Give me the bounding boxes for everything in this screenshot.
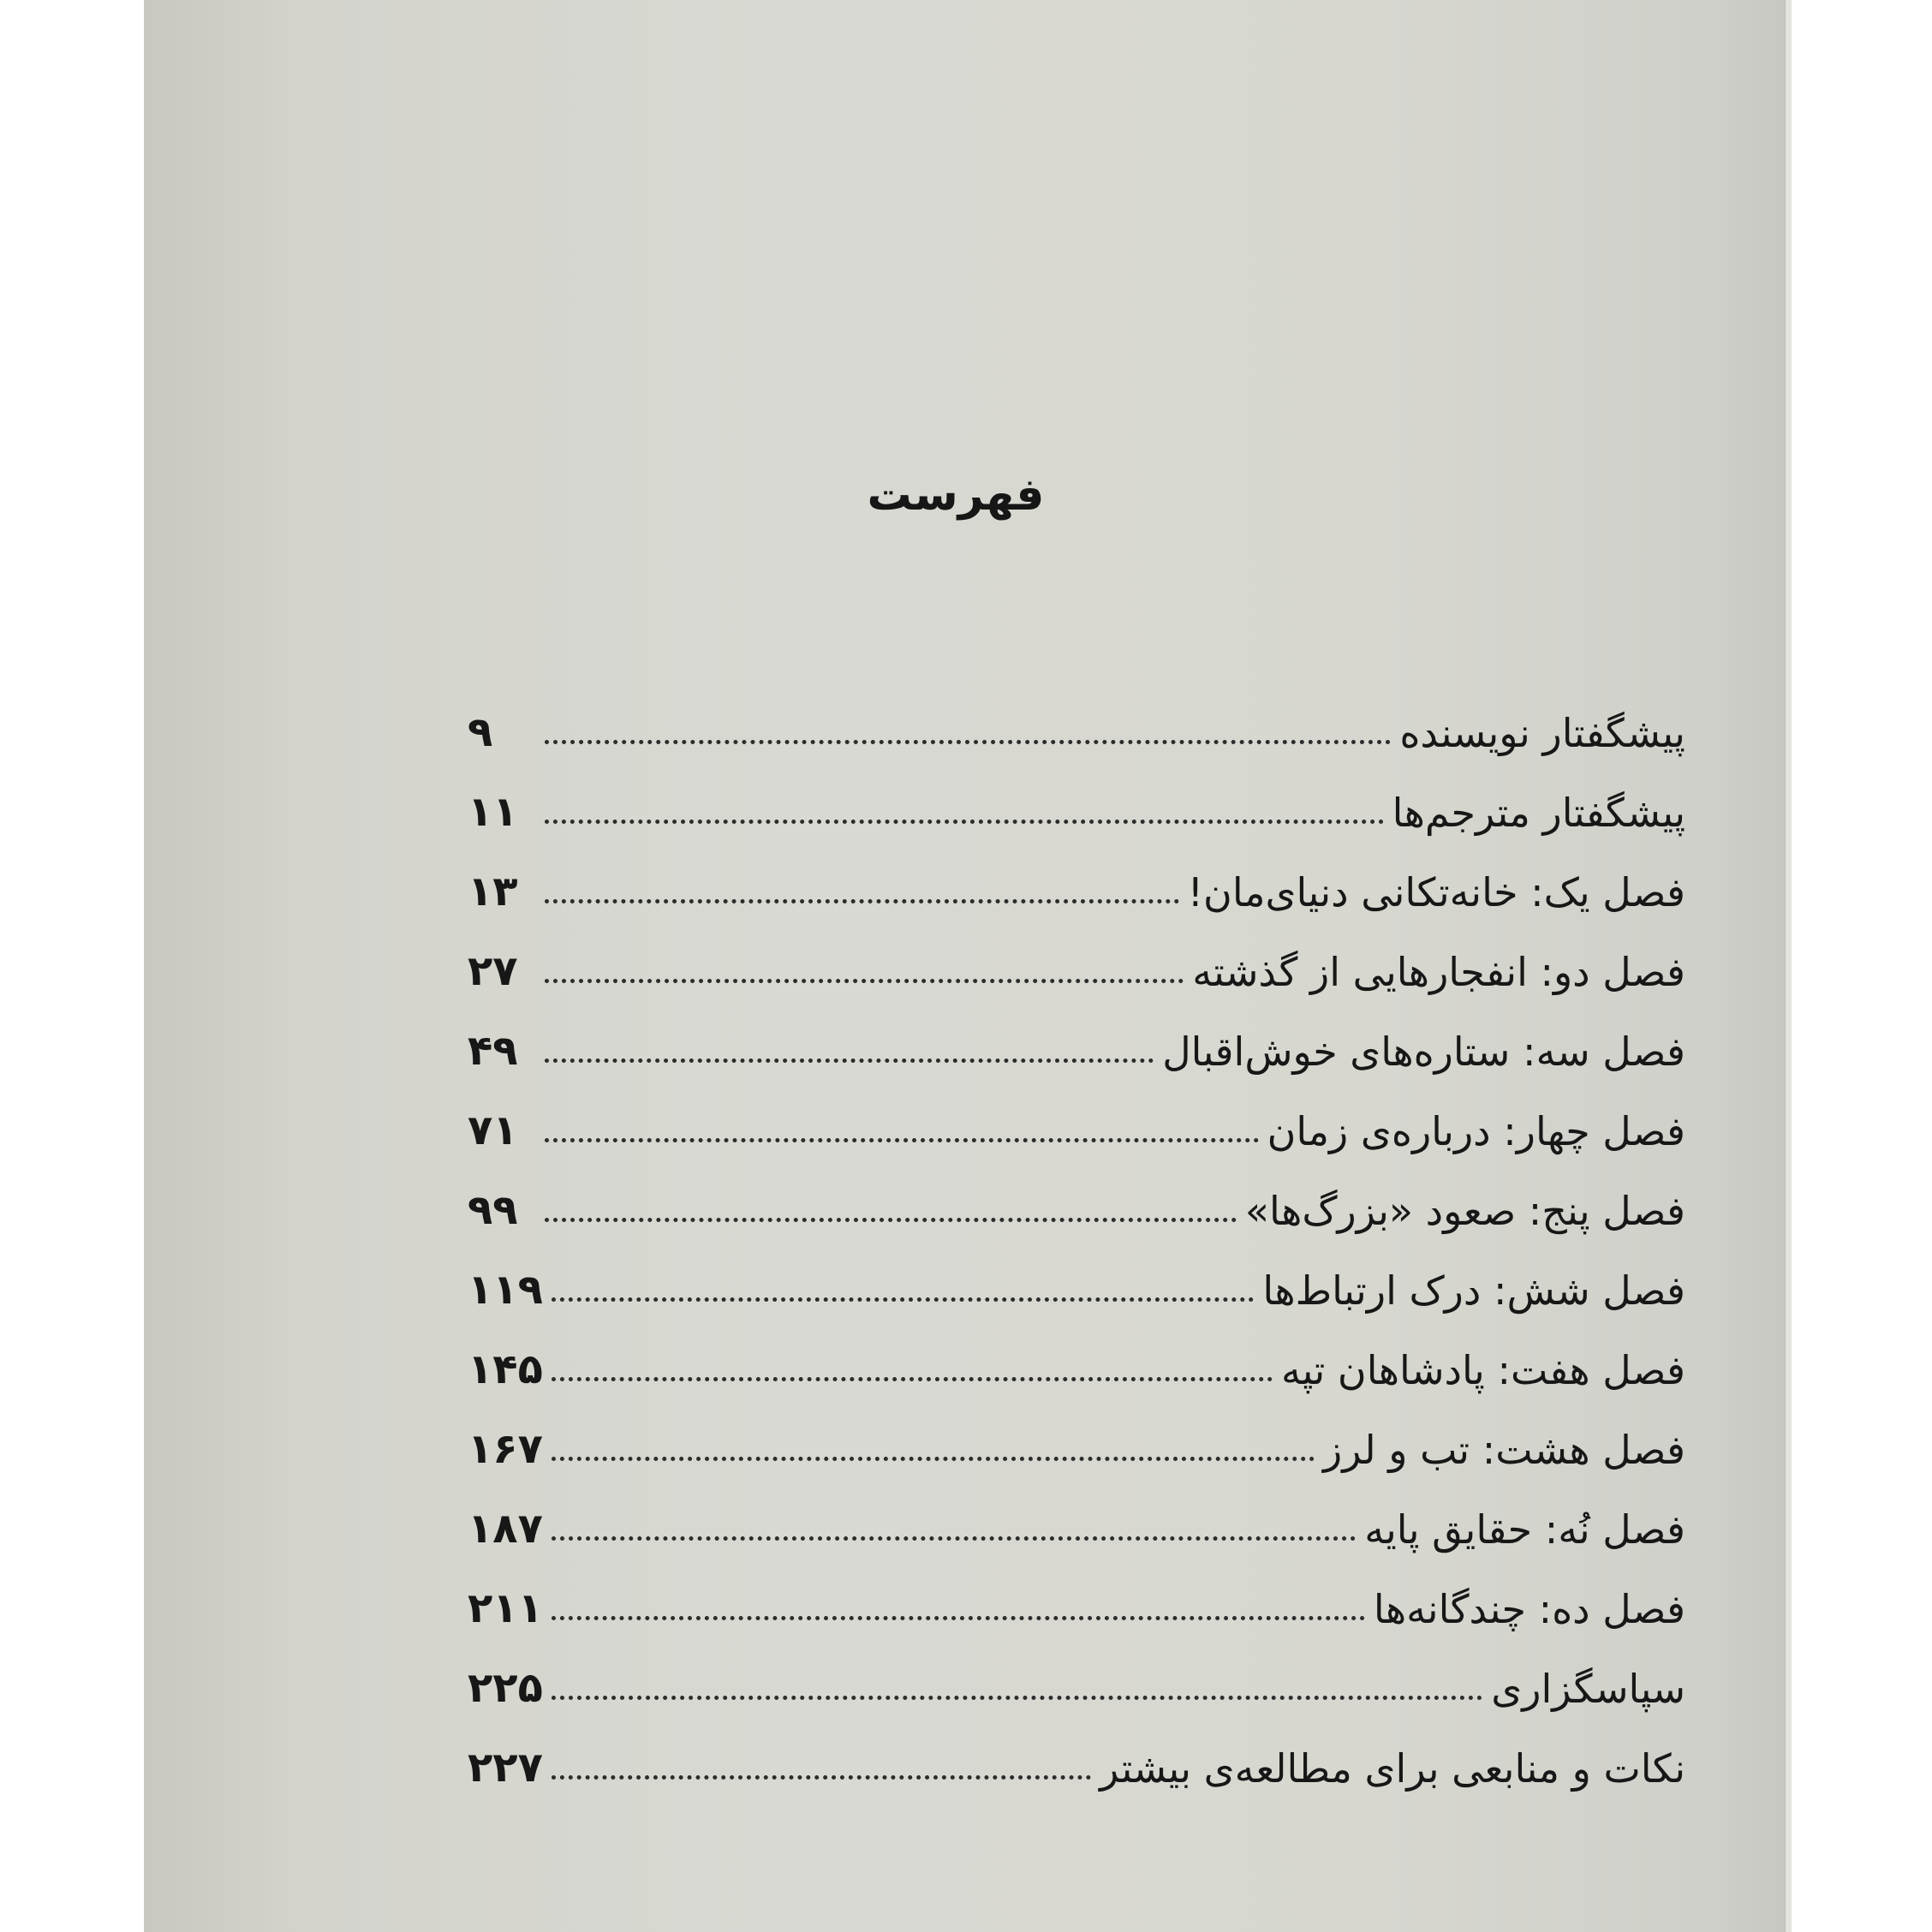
toc-entry-page-number: ۹ bbox=[468, 708, 493, 756]
toc-entry-page-number: ۱۴۵ bbox=[468, 1345, 543, 1393]
toc-entry-page-number: ۱۸۷ bbox=[468, 1505, 543, 1553]
toc-entry bbox=[468, 915, 1685, 995]
toc-entry bbox=[468, 995, 1685, 1075]
toc-entry bbox=[468, 1234, 1685, 1314]
toc-entry bbox=[468, 1712, 1685, 1792]
toc-entry bbox=[468, 1632, 1685, 1712]
dot-leader bbox=[552, 1536, 1356, 1541]
toc-entry-label: فصل هفت: پادشاهان تپه bbox=[1280, 1347, 1685, 1393]
toc-entry-page-number: ۷۱ bbox=[468, 1106, 518, 1154]
dot-leader bbox=[545, 979, 1184, 983]
toc-entry-label: فصل دو: انفجارهایی از گذشته bbox=[1192, 949, 1685, 995]
toc-entry bbox=[468, 677, 1685, 756]
toc-entry-label: فصل ده: چندگانه‌ها bbox=[1373, 1586, 1685, 1632]
toc-entry bbox=[468, 1075, 1685, 1154]
toc-entry-page-number: ۲۷ bbox=[468, 947, 518, 995]
toc-entry-label: فصل نُه: حقایق پایه bbox=[1364, 1506, 1685, 1553]
toc-entry-label: فصل یک: خانه‌تکانی دنیای‌مان! bbox=[1187, 869, 1685, 915]
toc-entry-label: فصل پنج: صعود «بزرگ‌ها» bbox=[1244, 1188, 1685, 1234]
dot-leader bbox=[545, 1058, 1154, 1063]
toc-entry-page-number: ۹۹ bbox=[468, 1186, 518, 1234]
toc-entry bbox=[468, 1473, 1685, 1553]
dot-leader bbox=[552, 1616, 1365, 1620]
dot-leader bbox=[552, 1457, 1315, 1461]
dot-leader bbox=[545, 820, 1384, 824]
toc-entry-page-number: ۴۹ bbox=[468, 1027, 518, 1075]
toc-entry-page-number: ۱۶۷ bbox=[468, 1425, 543, 1473]
dot-leader bbox=[552, 1377, 1273, 1381]
toc-entry-label: فصل چهار: درباره‌ی زمان bbox=[1267, 1108, 1685, 1154]
toc-entry-label: پیشگفتار نویسنده bbox=[1399, 710, 1685, 756]
adjacent-page-edge bbox=[1784, 0, 1792, 1932]
dot-leader bbox=[545, 1218, 1237, 1222]
toc-entry bbox=[468, 836, 1685, 915]
dot-leader bbox=[552, 1297, 1254, 1302]
dot-leader bbox=[552, 1775, 1091, 1780]
toc-entry-label: فصل سه: ستاره‌های خوش‌اقبال bbox=[1162, 1029, 1685, 1075]
toc-entry-page-number: ۲۱۱ bbox=[468, 1584, 543, 1632]
dot-leader bbox=[545, 899, 1179, 903]
toc-entry bbox=[468, 1154, 1685, 1234]
toc-entry bbox=[468, 1393, 1685, 1473]
toc-entry-label: نکات و منابعی برای مطالعه‌ی بیشتر bbox=[1100, 1745, 1685, 1792]
book-page bbox=[144, 0, 1792, 1932]
toc-entry-page-number: ۱۳ bbox=[468, 868, 518, 915]
toc-entry-label: فصل هشت: تب و لرز bbox=[1323, 1427, 1685, 1473]
toc-entry-page-number: ۲۲۷ bbox=[468, 1744, 543, 1792]
dot-leader bbox=[552, 1696, 1482, 1700]
toc-entry bbox=[468, 1314, 1685, 1393]
dot-leader bbox=[545, 1138, 1259, 1142]
toc-entry-label: سپاسگزاری bbox=[1491, 1666, 1685, 1712]
toc-entry bbox=[468, 756, 1685, 836]
toc-entry-label: فصل شش: درک ارتباط‌ها bbox=[1262, 1267, 1685, 1314]
table-of-contents bbox=[468, 677, 1685, 1792]
toc-entry-page-number: ۱۱ bbox=[468, 788, 518, 836]
dot-leader bbox=[545, 740, 1391, 744]
toc-entry-page-number: ۱۱۹ bbox=[468, 1266, 543, 1314]
toc-entry bbox=[468, 1553, 1685, 1632]
toc-entry-page-number: ۲۲۵ bbox=[468, 1664, 543, 1712]
page-edge-divider bbox=[1784, 0, 1786, 1932]
page-title: فهرست bbox=[867, 469, 1045, 521]
toc-entry-label: پیشگفتار مترجم‌ها bbox=[1392, 790, 1685, 836]
